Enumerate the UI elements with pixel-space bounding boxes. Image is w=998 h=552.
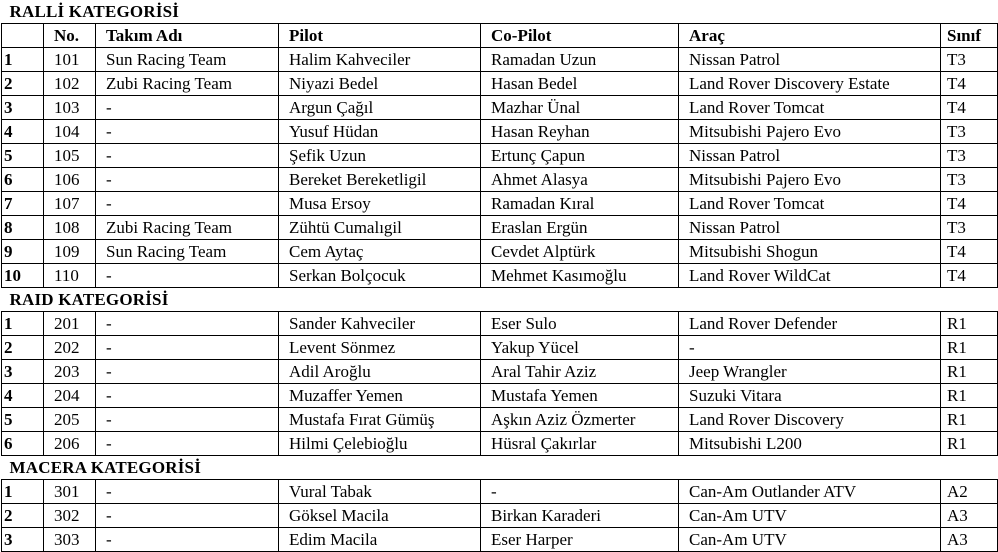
class-cell: T4 — [941, 96, 998, 120]
class-cell: R1 — [941, 336, 998, 360]
column-header: No. — [44, 24, 96, 48]
copilot-cell: - — [481, 480, 679, 504]
pilot-cell: Şefik Uzun — [279, 144, 481, 168]
table-row — [2, 96, 998, 120]
results-table — [1, 0, 998, 552]
class-cell: R1 — [941, 384, 998, 408]
column-header: Araç — [679, 24, 941, 48]
pilot-cell: Sander Kahveciler — [279, 312, 481, 336]
column-header: Takım Adı — [96, 24, 279, 48]
table-row — [2, 48, 998, 72]
table-row — [2, 504, 998, 528]
rank-cell: 1 — [2, 480, 44, 504]
class-cell: A2 — [941, 480, 998, 504]
vehicle-cell: Land Rover Tomcat — [679, 192, 941, 216]
table-row — [2, 144, 998, 168]
copilot-cell: Mehmet Kasımoğlu — [481, 264, 679, 288]
pilot-cell: Argun Çağıl — [279, 96, 481, 120]
category-title: RALLİ KATEGORİSİ — [2, 0, 998, 24]
number-cell: 201 — [44, 312, 96, 336]
copilot-cell: Eser Harper — [481, 528, 679, 552]
team-cell: - — [96, 408, 279, 432]
class-cell: T3 — [941, 120, 998, 144]
copilot-cell: Hasan Bedel — [481, 72, 679, 96]
copilot-cell: Mustafa Yemen — [481, 384, 679, 408]
rank-cell: 1 — [2, 312, 44, 336]
table-row — [2, 216, 998, 240]
vehicle-cell: Mitsubishi Pajero Evo — [679, 120, 941, 144]
table-row — [2, 432, 998, 456]
vehicle-cell: Mitsubishi L200 — [679, 432, 941, 456]
copilot-cell: Hüsral Çakırlar — [481, 432, 679, 456]
number-cell: 301 — [44, 480, 96, 504]
vehicle-cell: Nissan Patrol — [679, 144, 941, 168]
pilot-cell: Hilmi Çelebioğlu — [279, 432, 481, 456]
class-cell: R1 — [941, 408, 998, 432]
category-title-row — [2, 288, 998, 312]
number-cell: 101 — [44, 48, 96, 72]
number-cell: 204 — [44, 384, 96, 408]
pilot-cell: Adil Aroğlu — [279, 360, 481, 384]
pilot-cell: Muzaffer Yemen — [279, 384, 481, 408]
pilot-cell: Niyazi Bedel — [279, 72, 481, 96]
copilot-cell: Eser Sulo — [481, 312, 679, 336]
number-cell: 110 — [44, 264, 96, 288]
pilot-cell: Vural Tabak — [279, 480, 481, 504]
pilot-cell: Cem Aytaç — [279, 240, 481, 264]
team-cell: - — [96, 168, 279, 192]
table-row — [2, 192, 998, 216]
team-cell: - — [96, 264, 279, 288]
team-cell: Sun Racing Team — [96, 48, 279, 72]
rank-cell: 3 — [2, 96, 44, 120]
class-cell: R1 — [941, 312, 998, 336]
copilot-cell: Yakup Yücel — [481, 336, 679, 360]
team-cell: - — [96, 504, 279, 528]
pilot-cell: Edim Macila — [279, 528, 481, 552]
team-cell: - — [96, 528, 279, 552]
number-cell: 303 — [44, 528, 96, 552]
number-cell: 103 — [44, 96, 96, 120]
pilot-cell: Levent Sönmez — [279, 336, 481, 360]
rank-cell: 9 — [2, 240, 44, 264]
team-cell: Zubi Racing Team — [96, 216, 279, 240]
copilot-cell: Cevdet Alptürk — [481, 240, 679, 264]
vehicle-cell: Jeep Wrangler — [679, 360, 941, 384]
pilot-cell: Göksel Macila — [279, 504, 481, 528]
number-cell: 107 — [44, 192, 96, 216]
vehicle-cell: Land Rover WildCat — [679, 264, 941, 288]
class-cell: T3 — [941, 168, 998, 192]
rank-cell: 5 — [2, 408, 44, 432]
copilot-cell: Ramadan Kıral — [481, 192, 679, 216]
vehicle-cell: Nissan Patrol — [679, 216, 941, 240]
team-cell: - — [96, 144, 279, 168]
table-row — [2, 264, 998, 288]
table-row — [2, 480, 998, 504]
number-cell: 105 — [44, 144, 96, 168]
category-title: MACERA KATEGORİSİ — [2, 456, 998, 480]
rank-cell: 3 — [2, 360, 44, 384]
vehicle-cell: Land Rover Discovery Estate — [679, 72, 941, 96]
copilot-cell: Aral Tahir Aziz — [481, 360, 679, 384]
copilot-cell: Ramadan Uzun — [481, 48, 679, 72]
number-cell: 102 — [44, 72, 96, 96]
vehicle-cell: Land Rover Defender — [679, 312, 941, 336]
copilot-cell: Hasan Reyhan — [481, 120, 679, 144]
rank-cell: 4 — [2, 384, 44, 408]
team-cell: - — [96, 96, 279, 120]
rank-cell: 5 — [2, 144, 44, 168]
rank-cell: 8 — [2, 216, 44, 240]
team-cell: - — [96, 360, 279, 384]
rank-cell: 4 — [2, 120, 44, 144]
table-row — [2, 72, 998, 96]
team-cell: - — [96, 336, 279, 360]
pilot-cell: Halim Kahveciler — [279, 48, 481, 72]
vehicle-cell: Nissan Patrol — [679, 48, 941, 72]
rank-cell: 2 — [2, 504, 44, 528]
class-cell: T3 — [941, 216, 998, 240]
team-cell: - — [96, 312, 279, 336]
table-row — [2, 528, 998, 552]
table-row — [2, 240, 998, 264]
copilot-cell: Birkan Karaderi — [481, 504, 679, 528]
pilot-cell: Musa Ersoy — [279, 192, 481, 216]
class-cell: T4 — [941, 72, 998, 96]
number-cell: 106 — [44, 168, 96, 192]
rank-cell: 7 — [2, 192, 44, 216]
copilot-cell: Eraslan Ergün — [481, 216, 679, 240]
category-title: RAID KATEGORİSİ — [2, 288, 998, 312]
vehicle-cell: Mitsubishi Pajero Evo — [679, 168, 941, 192]
category-title-row — [2, 0, 998, 24]
vehicle-cell: Can-Am UTV — [679, 528, 941, 552]
team-cell: Sun Racing Team — [96, 240, 279, 264]
copilot-cell: Ahmet Alasya — [481, 168, 679, 192]
class-cell: T4 — [941, 192, 998, 216]
number-cell: 302 — [44, 504, 96, 528]
category-title-row — [2, 456, 998, 480]
column-header: Pilot — [279, 24, 481, 48]
vehicle-cell: Mitsubishi Shogun — [679, 240, 941, 264]
team-cell: - — [96, 480, 279, 504]
copilot-cell: Aşkın Aziz Özmerter — [481, 408, 679, 432]
class-cell: T4 — [941, 264, 998, 288]
class-cell: R1 — [941, 360, 998, 384]
team-cell: - — [96, 192, 279, 216]
pilot-cell: Serkan Bolçocuk — [279, 264, 481, 288]
table-row — [2, 336, 998, 360]
column-header: Co-Pilot — [481, 24, 679, 48]
pilot-cell: Bereket Bereketligil — [279, 168, 481, 192]
rank-cell: 6 — [2, 432, 44, 456]
pilot-cell: Mustafa Fırat Gümüş — [279, 408, 481, 432]
copilot-cell: Ertunç Çapun — [481, 144, 679, 168]
number-cell: 108 — [44, 216, 96, 240]
team-cell: - — [96, 120, 279, 144]
rank-cell: 2 — [2, 336, 44, 360]
rank-cell: 10 — [2, 264, 44, 288]
copilot-cell: Mazhar Ünal — [481, 96, 679, 120]
vehicle-cell: Land Rover Discovery — [679, 408, 941, 432]
team-cell: Zubi Racing Team — [96, 72, 279, 96]
number-cell: 203 — [44, 360, 96, 384]
pilot-cell: Yusuf Hüdan — [279, 120, 481, 144]
number-cell: 202 — [44, 336, 96, 360]
vehicle-cell: Land Rover Tomcat — [679, 96, 941, 120]
vehicle-cell: Can-Am Outlander ATV — [679, 480, 941, 504]
class-cell: A3 — [941, 528, 998, 552]
rank-cell: 2 — [2, 72, 44, 96]
vehicle-cell: Can-Am UTV — [679, 504, 941, 528]
results-table-body — [2, 0, 998, 552]
number-cell: 206 — [44, 432, 96, 456]
column-header — [2, 24, 44, 48]
table-row — [2, 312, 998, 336]
class-cell: R1 — [941, 432, 998, 456]
team-cell: - — [96, 432, 279, 456]
rank-cell: 3 — [2, 528, 44, 552]
number-cell: 104 — [44, 120, 96, 144]
class-cell: T4 — [941, 240, 998, 264]
vehicle-cell: - — [679, 336, 941, 360]
column-header: Sınıf — [941, 24, 998, 48]
table-row — [2, 408, 998, 432]
number-cell: 109 — [44, 240, 96, 264]
vehicle-cell: Suzuki Vitara — [679, 384, 941, 408]
table-row — [2, 384, 998, 408]
class-cell: T3 — [941, 48, 998, 72]
column-header-row — [2, 24, 998, 48]
pilot-cell: Zühtü Cumalıgil — [279, 216, 481, 240]
table-row — [2, 168, 998, 192]
rank-cell: 1 — [2, 48, 44, 72]
class-cell: A3 — [941, 504, 998, 528]
table-row — [2, 360, 998, 384]
number-cell: 205 — [44, 408, 96, 432]
rank-cell: 6 — [2, 168, 44, 192]
team-cell: - — [96, 384, 279, 408]
class-cell: T3 — [941, 144, 998, 168]
table-row — [2, 120, 998, 144]
